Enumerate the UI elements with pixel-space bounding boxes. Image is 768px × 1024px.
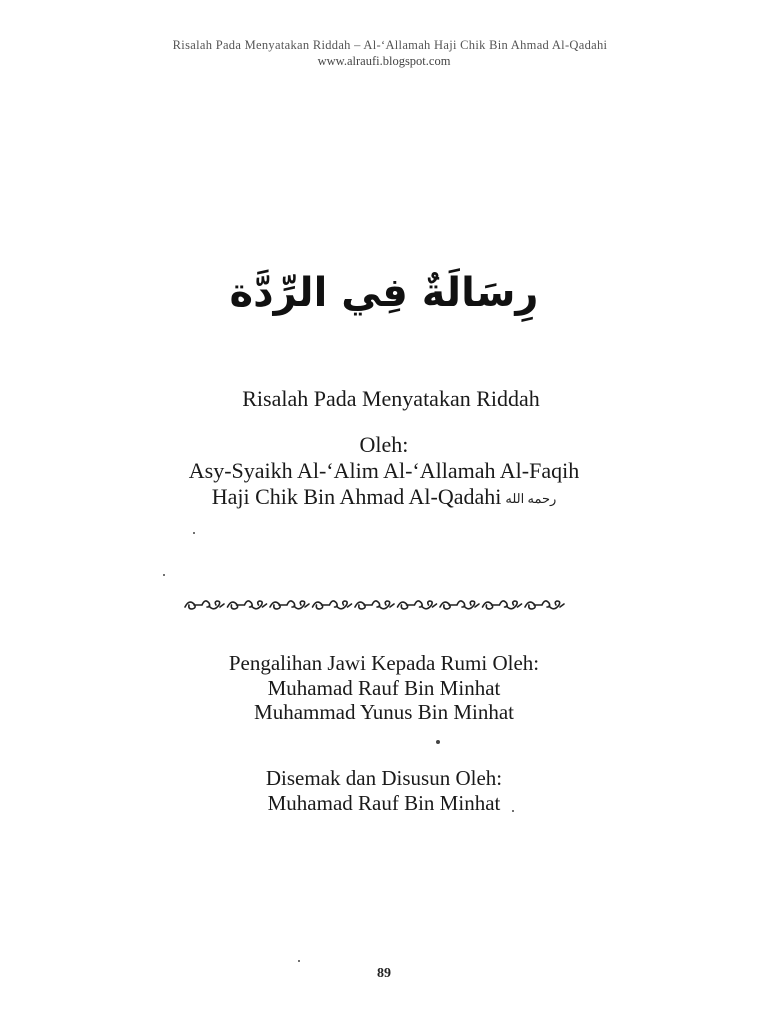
author-name-line — [0, 484, 768, 512]
ornament-motif — [228, 601, 267, 609]
ornament-motif — [185, 601, 224, 609]
transliteration-label: Pengalihan Jawi Kepada Rumi Oleh: — [228, 651, 540, 675]
document-subtitle: Risalah Pada Menyatakan Riddah — [242, 386, 540, 411]
scan-speck — [163, 574, 165, 576]
ornament-motif — [270, 601, 309, 609]
transliterator-name-2: Muhammad Yunus Bin Minhat — [254, 700, 514, 724]
ornament-motif — [525, 601, 564, 609]
ornament-motif — [398, 601, 437, 609]
scan-speck — [436, 740, 440, 744]
reviewer-name: Muhamad Rauf Bin Minhat — [267, 791, 501, 815]
ornament-motif — [440, 601, 479, 609]
ornament-motif — [355, 601, 394, 609]
author-by-label: Oleh: — [359, 432, 409, 457]
review-label: Disemak dan Disusun Oleh: — [265, 766, 503, 790]
scan-speck — [193, 532, 195, 534]
header-url: www.alraufi.blogspot.com — [317, 54, 451, 68]
author-name: Haji Chik Bin Ahmad Al-Qadahi — [211, 484, 502, 509]
header-title: Risalah Pada Menyatakan Riddah – Al-‘Allamah Haji Chik Bin Ahmad Al-Qadahi — [172, 38, 608, 52]
arabic-title: رِسَالَةٌ فِي الرِّدَّة — [229, 270, 539, 316]
author-title-line: Asy-Syaikh Al-‘Alim Al-‘Allamah Al-Faqih — [188, 458, 580, 483]
scan-speck — [512, 810, 514, 812]
page-number: 89 — [377, 966, 391, 981]
ornamental-divider — [183, 594, 566, 614]
honorific-glyph: رحمه الله — [505, 490, 557, 506]
ornament-motif — [483, 601, 522, 609]
ornament-motif — [313, 601, 352, 609]
scan-speck — [298, 960, 300, 962]
transliterator-name-1: Muhamad Rauf Bin Minhat — [267, 676, 501, 700]
running-header — [0, 38, 768, 69]
